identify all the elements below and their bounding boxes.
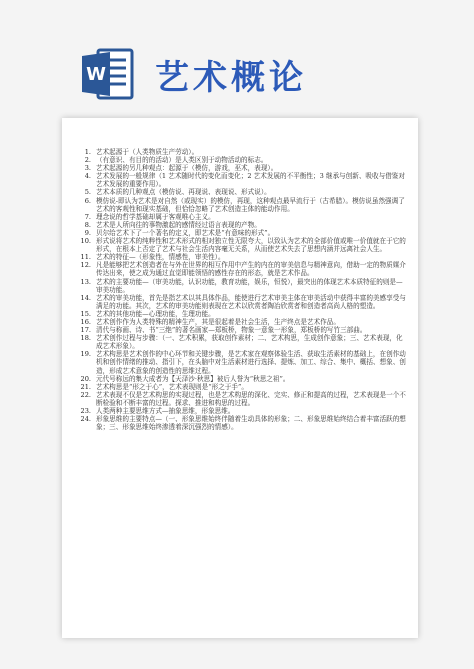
list-item-text: 艺术创作过程与步骤：（一、艺术积累，获取创作素材；二、艺术构思，生成创作意象；三、艺术表现，化成艺术形象）。 bbox=[96, 334, 403, 351]
list-item-number: 19. bbox=[80, 350, 91, 359]
list-item bbox=[76, 188, 406, 196]
list-item-text: 艺术构思是“形之于心”，艺术表现则是“形之于手”。 bbox=[96, 382, 248, 391]
list-item-text: 模仿说-即认为艺术是对自然（或现实）的模仿，再现，这种观点最早流行于（古希腊）。模仿说虽然强调了艺术的客观性和现实基础，但恰恰忽略了艺术创造主体的能动作用。 bbox=[96, 196, 405, 213]
list-item-number: 21. bbox=[80, 382, 91, 391]
header-banner bbox=[0, 0, 474, 125]
list-item-number: 7. bbox=[84, 212, 91, 221]
list-item-number: 14. bbox=[80, 293, 91, 302]
list-item-text: 贝尔给艺术下了一个著名的定义，即艺术是“有意味的形式”。 bbox=[96, 228, 275, 237]
list-item-text: 艺术本质的几种观点（模仿说、再现说、表现说、形式说）。 bbox=[96, 188, 271, 197]
list-item-number: 12. bbox=[80, 261, 91, 270]
list-item-number: 16. bbox=[80, 317, 91, 326]
list-item-text: 清代与称画、诗、书“三绝”的著名画家—郑板桥，物象一意象一形象，郑板桥的写竹三部曲。 bbox=[96, 326, 367, 335]
list-item bbox=[76, 229, 406, 237]
list-item bbox=[76, 415, 406, 431]
list-item-number: 9. bbox=[84, 228, 91, 237]
list-item-number: 2. bbox=[84, 156, 91, 165]
numbered-list bbox=[76, 148, 406, 431]
list-item-number: 24. bbox=[80, 415, 91, 424]
list-item bbox=[76, 350, 406, 374]
list-item-text: 艺术的审美功能，首先是指艺术以其具体作品，能使进行艺术审美主体在审美活动中获得丰富的美感享受与满足的功能。其次，艺术的审美功能则表现在艺术以欣赏者陶冶欣赏者和创造者高尚人格的塑造。 bbox=[96, 293, 406, 310]
list-item-text: 艺术构思是艺术创作的中心环节和关键步骤，是艺术家在观察体验生活、获取生活素材的基础上，在创作动机和创作情绪的推动、指引下，在头脑中对生活素材进行选择、提炼、加工、综合、集中、概括、想象、创造，形成艺术意象的创造性的思维过程。 bbox=[96, 350, 406, 375]
list-item-number: 3. bbox=[84, 164, 91, 173]
list-item bbox=[76, 237, 406, 253]
word-document-icon bbox=[80, 46, 136, 102]
list-item-number: 1. bbox=[84, 148, 91, 156]
list-item bbox=[76, 278, 406, 294]
list-item-number: 17. bbox=[80, 326, 91, 335]
list-item-text: 人类两种主要思维方式—抽象思维，形象思维。 bbox=[96, 407, 235, 415]
list-item bbox=[76, 318, 406, 326]
list-item-text: 凡是能够把艺术创造者在与外在世界的相互作用中产生的内在的审美信息与精神意向，借助一定的物质媒介传达出来，使之成为通过直觉即能领悟的感性存在的形态，就是艺术作品。 bbox=[96, 261, 406, 278]
list-item-text: 形象思维的主要特点—（一、形象思维始终伴随着生动具体的形象；二、形象思维始终结合着丰富活跃的想象；三、形象思维始终渗透着深沉强烈的情感）。 bbox=[96, 415, 406, 432]
list-item-number: 4. bbox=[84, 172, 91, 181]
list-item-text: 艺术起源于（人类物质生产劳动）。 bbox=[96, 148, 199, 156]
list-item-number: 15. bbox=[80, 309, 91, 318]
list-item-number: 22. bbox=[80, 390, 91, 399]
list-item-text: 艺术创作作为人类特殊的精神生产，其是很起着是社会生活，生产终点是艺术作品。 bbox=[96, 317, 340, 326]
list-item-number: 13. bbox=[80, 277, 91, 286]
list-item-number: 11. bbox=[80, 253, 91, 262]
list-item bbox=[76, 310, 406, 318]
list-item-text: 艺术表现不仅是艺术构思的实现过程，也是艺术构思的深化、完实、修正和提高的过程，艺术表现是一个不断检验和不断丰富的过程。探求、推进和构思的过程。 bbox=[96, 390, 406, 407]
list-item-text: 理念说的哲学基础却属于客观唯心主义。 bbox=[96, 212, 215, 221]
list-item bbox=[76, 148, 406, 156]
list-item bbox=[76, 326, 406, 334]
list-item bbox=[76, 221, 406, 229]
list-item bbox=[76, 261, 406, 277]
list-item bbox=[76, 375, 406, 383]
list-item bbox=[76, 213, 406, 221]
document-page bbox=[62, 118, 418, 638]
list-item-text: 艺术起源的另几种观点：起源于（模仿，游戏，巫术，表现）。 bbox=[96, 164, 278, 173]
list-item bbox=[76, 391, 406, 407]
list-item-number: 8. bbox=[84, 220, 91, 229]
list-item-text: （有意识、有目的的活动）是人类区别于动物活动的标志。 bbox=[96, 156, 268, 165]
list-item-number: 5. bbox=[84, 188, 91, 197]
list-item-number: 23. bbox=[80, 407, 91, 415]
list-item-text: 艺术是人所向往的事物激起的感情经过语言表现的产物。 bbox=[96, 220, 261, 229]
list-item bbox=[76, 294, 406, 310]
svg-text:W: W bbox=[86, 64, 106, 85]
list-item-number: 20. bbox=[80, 374, 91, 383]
list-item-text: 艺术的主要功能—（审美功能，认识功能，教育功能，娱乐，恒悦），最突出的体现艺术本质特征的则是—审美功能。 bbox=[96, 277, 403, 294]
list-item-number: 6. bbox=[84, 196, 91, 205]
list-item-text: 艺术的特征—（形象性，情感性，审美性）。 bbox=[96, 253, 225, 262]
page-title: 艺术概论 bbox=[155, 58, 307, 98]
list-item-text: 艺术的其他功能—心理功能，生理功能。 bbox=[96, 309, 215, 318]
list-item-text: 元代号称远的集大成者为【天泽沙·秋思】被后人誉为“秋思之祖”。 bbox=[96, 374, 290, 383]
list-item bbox=[76, 156, 406, 164]
list-item-text: 形式说将艺术的纯粹性和艺术形式的相对独立性无限夸大，以致认为艺术的全部价值或唯一价值就在于它的形式，在根本上否定了艺术与社会生活内容毫无关系，从而使艺术失去了思想内涵并远离社会人生。 bbox=[96, 237, 406, 254]
list-item-number: 18. bbox=[80, 334, 91, 343]
list-item-number: 10. bbox=[80, 237, 91, 246]
list-item bbox=[76, 197, 406, 213]
list-item-text: 艺术发展的一般规律（1 艺术随时代的变化而变化；2 艺术发展的不平衡性；3 继承与创新、吸收与借鉴对艺术发展的重要作用）。 bbox=[96, 172, 405, 189]
list-item bbox=[76, 383, 406, 391]
list-item bbox=[76, 407, 406, 415]
list-item bbox=[76, 334, 406, 350]
list-item bbox=[76, 172, 406, 188]
